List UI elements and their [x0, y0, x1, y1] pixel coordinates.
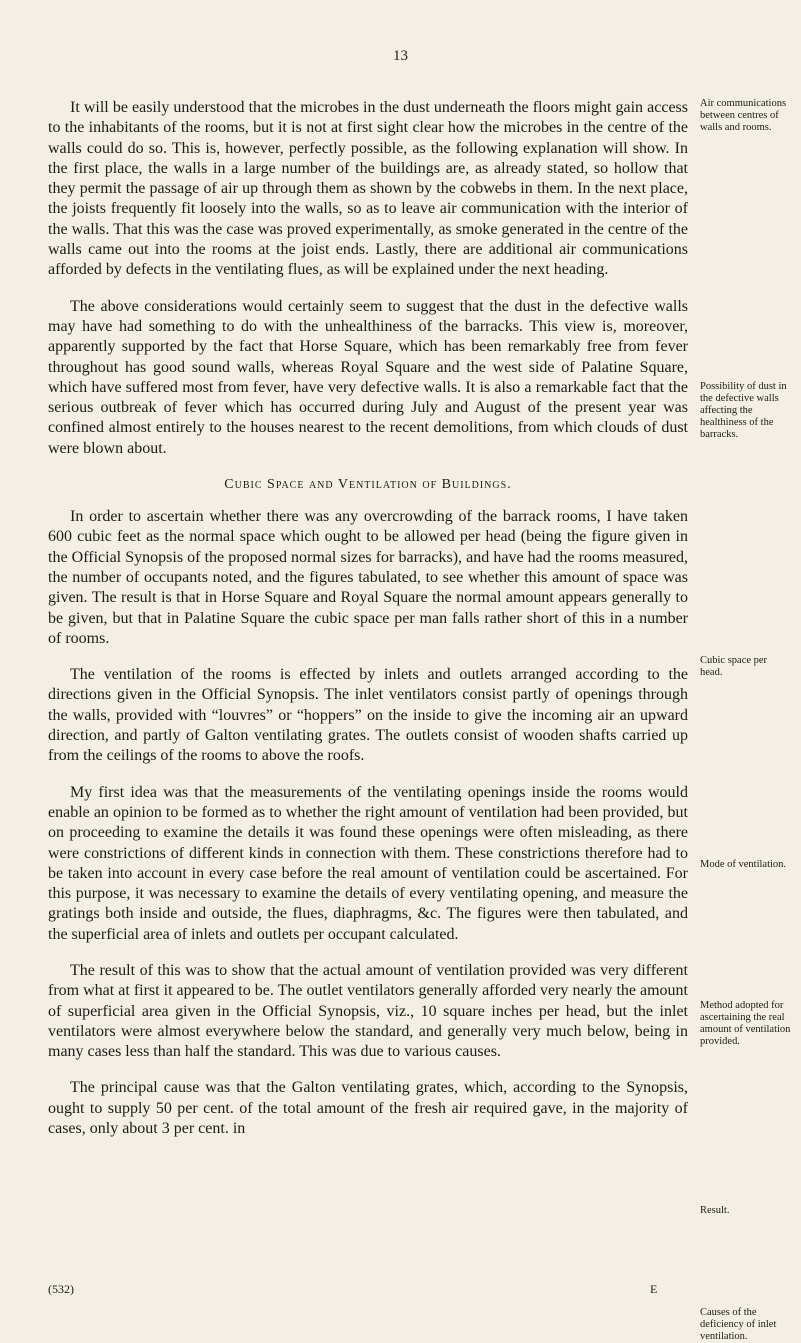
margin-note-cubic-space: Cubic space per head. [700, 655, 768, 678]
margin-note-causes: Causes of the deficiency of inlet ventilation. [700, 1307, 777, 1342]
printer-code: (532) [48, 1282, 74, 1296]
margin-note-dust-possibility: Possibility of dust in the defective walls affecting the healthiness of the barracks. [700, 381, 787, 440]
signature-mark: E [650, 1282, 658, 1296]
paragraph-1: It will be easily understood that the microbes in the dust underneath the floors might gain access to the inhabitants of the rooms, but it is not at first sight clear how the microbes in the centre of the walls could do so. This is, however, perfectly possible, as the following explanation will show. In the first place, the walls in a large number of the buildings are, as already stated, so hollow that they permit the passage of air up through them as shown by the cobwebs in them. In the next place, the joists frequently fit loosely into the walls, so as to leave air communication with the interior of the walls. That this was the case was proved experimentally, as smoke generated in the centre of the walls came out into the rooms at the joist ends. Lastly, there are additional air communications afforded by defects in the ventilating flues, as will be explained under the next heading. [48, 99, 688, 279]
section-heading: Cubic Space and Ventilation of Buildings. [224, 477, 512, 493]
paragraph-3: In order to ascertain whether there was any overcrowding of the barrack rooms, I have taken 600 cubic feet as the normal space which ought to be allowed per head (being the figure given in the Official Synopsis of the proposed normal sizes for barracks), and have had the rooms measured, the number of occupants noted, and the figures tabulated, to see whether this amount of space was given. The result is that in Horse Square and Royal Square the normal amount appears generally to be given, but that in Palatine Square the cubic space per man falls rather short of this in a number of rooms. [48, 508, 688, 647]
page-number: 13 [393, 48, 408, 64]
paragraph-5: My first idea was that the measurements of the ventilating openings inside the rooms would enable an opinion to be formed as to whether the right amount of ventilation had been provided, but on proceeding to examine the details it was found these openings were often misleading, as there were constrictions of different kinds in connection with them. These constrictions therefore had to be taken into account in every case before the real amount of ventilation could be ascertained. For this purpose, it was necessary to examine the details of every ventilating opening, and measure the gratings both inside and outside, the flues, diaphragms, &c. The figures were then tabulated, and the superficial area of inlets and outlets per occupant calculated. [48, 783, 688, 943]
margin-note-result: Result. [700, 1205, 730, 1216]
margin-note-air-communications: Air communications between centres of walls and rooms. [700, 98, 787, 133]
main-text-column [48, 98, 688, 1155]
paragraph-2: The above considerations would certainly seem to suggest that the dust in the defective walls may have had something to do with the unhealthiness of the barracks. This view is, moreover, apparently supported by the fact that Horse Square, which has been remarkably free from fever throughout has good sound walls, whereas Royal Square and the west side of Palatine Square, which have suffered most from fever, have very defective walls. It is also a remarkable fact that the serious outbreak of fever which has occurred during July and August of the present year was confined almost entirely to the houses nearest to the recent demolitions, from which clouds of dust were blown about. [48, 297, 688, 457]
paragraph-6: The result of this was to show that the actual amount of ventilation provided was very different from what at first it appeared to be. The outlet ventilators generally afforded very nearly the amount of superficial area given in the Official Synopsis, viz., 10 square inches per head, but the inlet ventilators were almost everywhere below the standard, and generally very much below, being in many cases less than half the standard. This was due to various causes. [48, 961, 688, 1061]
paragraph-7: The principal cause was that the Galton ventilating grates, which, according to the Synopsis, ought to supply 50 per cent. of the total amount of the fresh air required gave, in the majority of cases, only about 3 per cent. in [48, 1079, 688, 1138]
margin-note-mode-ventilation: Mode of ventilation. [700, 859, 787, 870]
paragraph-4: The ventilation of the rooms is effected by inlets and outlets arranged according to the directions given in the Official Synopsis. The inlet ventilators consist partly of openings through the walls, provided with “louvres” or “hoppers” on the inside to give the incoming air an upward direction, and partly of Galton ventilating grates. The outlets consist of wooden shafts carried up from the ceilings of the rooms to above the roofs. [48, 666, 688, 765]
margin-note-method: Method adopted for ascertaining the real amount of ventilation provided. [700, 1000, 791, 1047]
